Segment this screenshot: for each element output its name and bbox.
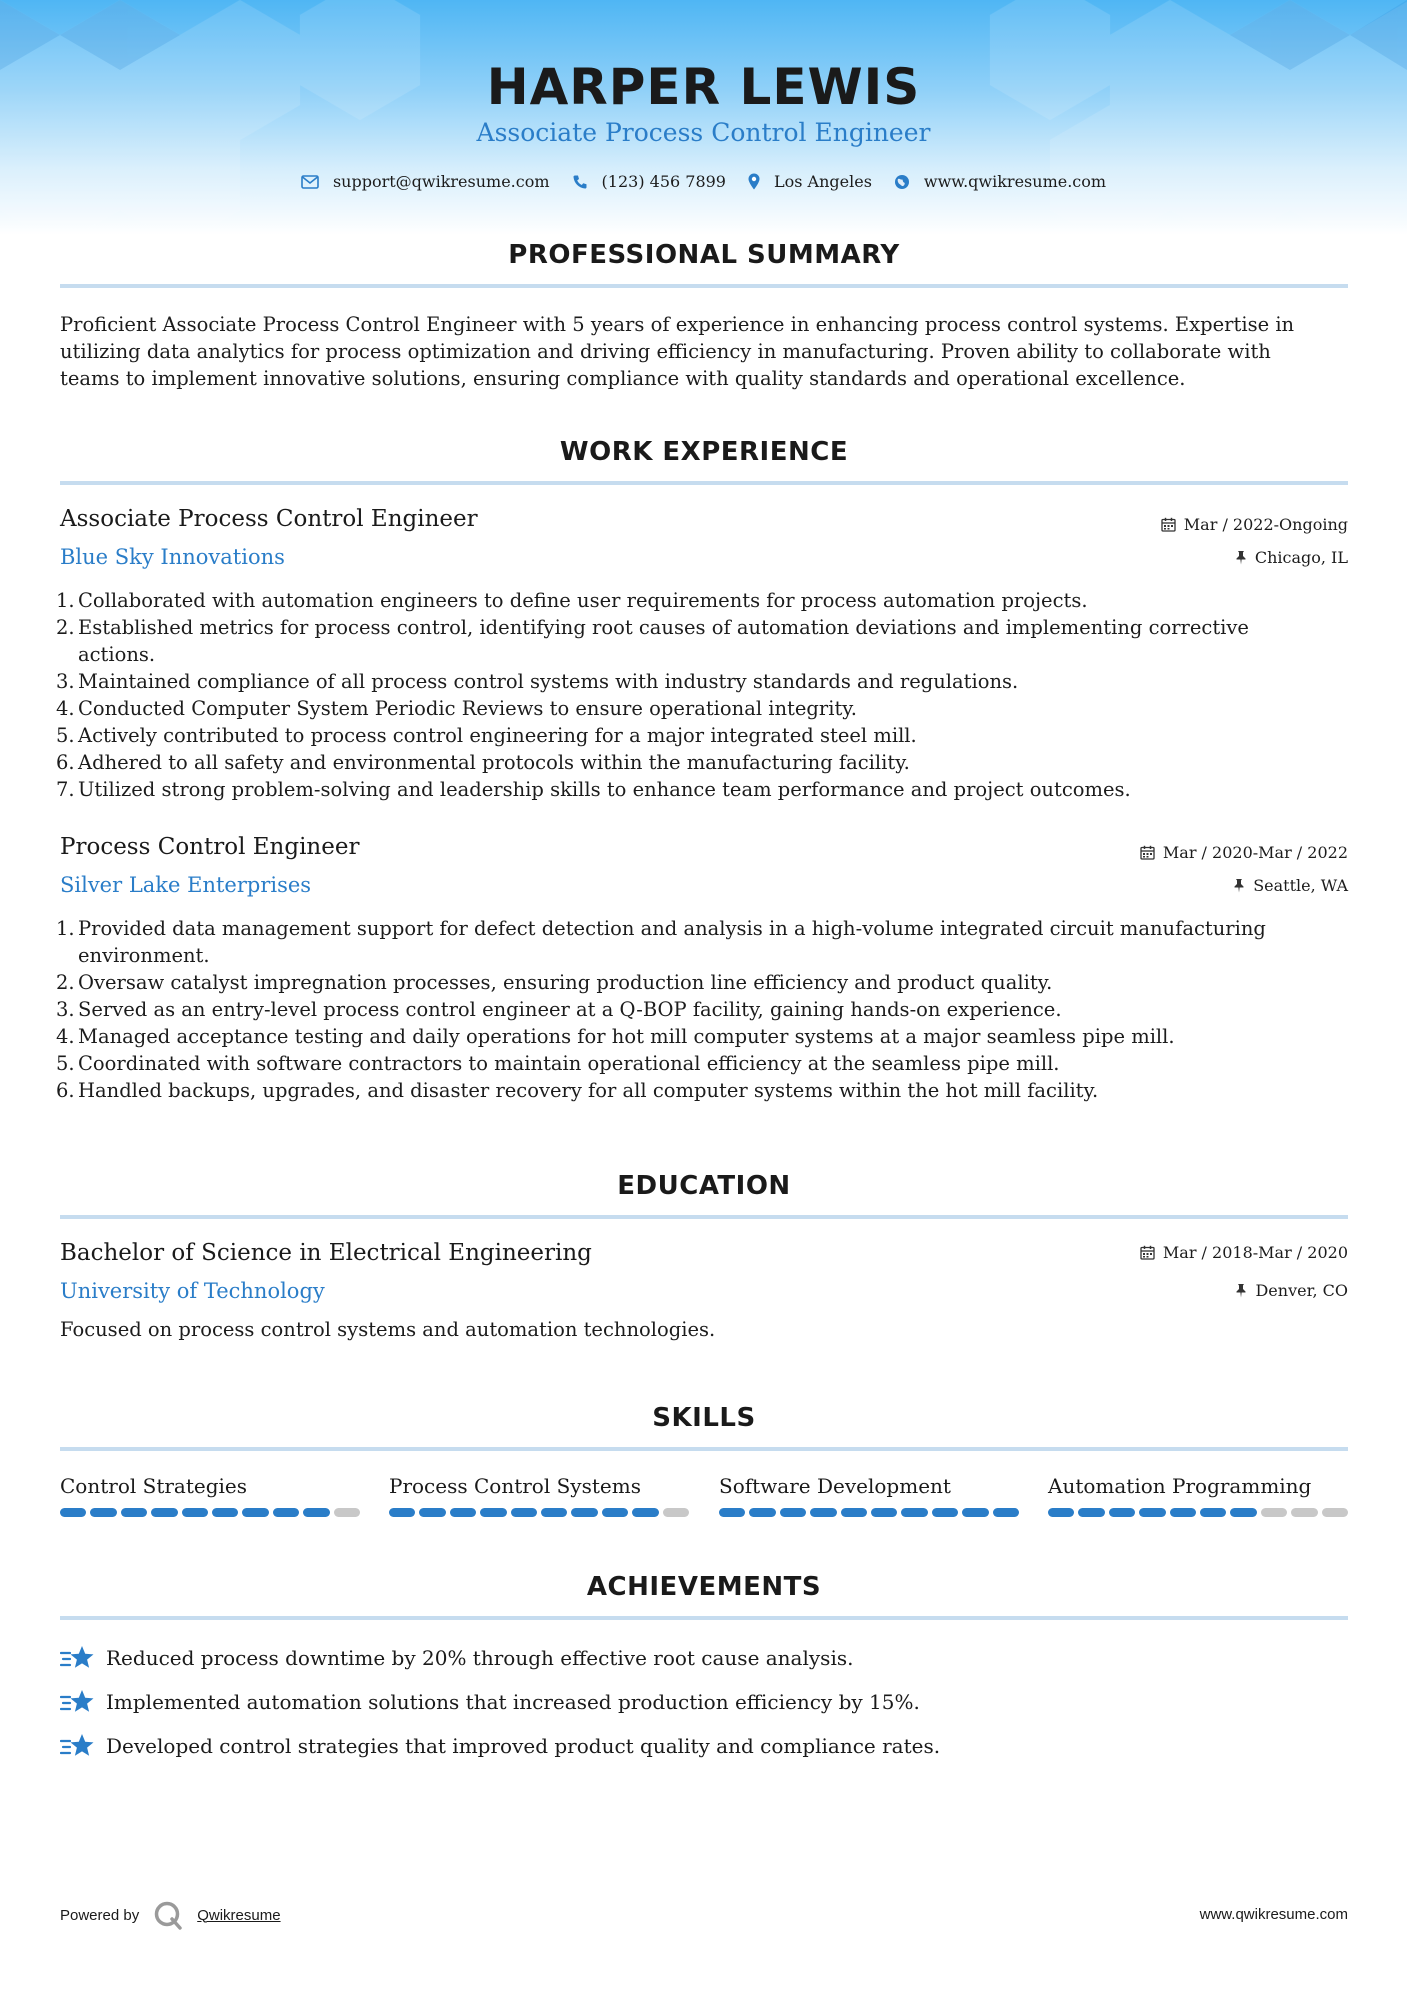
contact-bar bbox=[0, 172, 1407, 191]
list-number: 1. bbox=[56, 917, 75, 940]
skill-level-segment bbox=[632, 1508, 658, 1517]
education-dates-text: Mar / 2018-Mar / 2020 bbox=[1162, 1243, 1348, 1262]
skill-level-segment bbox=[1261, 1508, 1287, 1517]
calendar-icon bbox=[1140, 1245, 1155, 1260]
summary-heading: PROFESSIONAL SUMMARY bbox=[508, 240, 900, 270]
job-dates-text: Mar / 2020-Mar / 2022 bbox=[1162, 843, 1348, 862]
list-item bbox=[56, 722, 1335, 749]
calendar-icon bbox=[1161, 517, 1176, 532]
list-number: 7. bbox=[56, 778, 75, 801]
skills-heading: SKILLS bbox=[652, 1403, 756, 1433]
skill-level-segment bbox=[1200, 1508, 1226, 1517]
powered-by-label: Powered by bbox=[60, 1906, 140, 1924]
skill-level-segment bbox=[1291, 1508, 1317, 1517]
list-text: Served as an entry-level process control engineer at a Q-BOP facility, gaining hands-on experience. bbox=[78, 998, 1062, 1021]
skill-level-segment bbox=[389, 1508, 415, 1517]
skill-level-segment bbox=[841, 1508, 867, 1517]
contact-website-text: www.qwikresume.com bbox=[923, 172, 1107, 191]
map-marker-icon bbox=[748, 173, 760, 190]
contact-location bbox=[748, 172, 872, 191]
contact-email-text: support@qwikresume.com bbox=[332, 172, 550, 191]
skill-level-segment bbox=[334, 1508, 360, 1517]
skill-level-segment bbox=[663, 1508, 689, 1517]
list-item bbox=[56, 749, 1335, 776]
skill-level-segment bbox=[810, 1508, 836, 1517]
skill-level-segment bbox=[749, 1508, 775, 1517]
list-item bbox=[56, 614, 1335, 668]
job-location bbox=[1233, 876, 1348, 895]
list-text: Managed acceptance testing and daily operations for hot mill computer systems at a major seamless pipe mill. bbox=[78, 1025, 1175, 1048]
list-item bbox=[56, 668, 1335, 695]
list-text: Established metrics for process control, identifying root causes of automation deviations and implementing corrective bbox=[78, 616, 1249, 639]
skill-level-bar bbox=[1048, 1508, 1348, 1517]
skill-level-segment bbox=[780, 1508, 806, 1517]
skill-level-segment bbox=[511, 1508, 537, 1517]
list-number: 6. bbox=[56, 751, 75, 774]
star-icon bbox=[60, 1645, 96, 1671]
achievement-item bbox=[60, 1645, 853, 1671]
list-text: Conducted Computer System Periodic Reviews to ensure operational integrity. bbox=[78, 697, 857, 720]
skill-level-segment bbox=[719, 1508, 745, 1517]
skill-level-segment bbox=[962, 1508, 988, 1517]
skill-level-segment bbox=[932, 1508, 958, 1517]
contact-phone-text: (123) 456 7899 bbox=[601, 172, 726, 191]
skill-level-segment bbox=[121, 1508, 147, 1517]
education-location bbox=[1235, 1281, 1348, 1300]
list-item bbox=[56, 695, 1335, 722]
list-number: 3. bbox=[56, 998, 75, 1021]
summary-line: teams to implement innovative solutions, ensuring compliance with quality standards and operational excellence. bbox=[60, 367, 1186, 390]
skill-level-segment bbox=[90, 1508, 116, 1517]
star-icon bbox=[60, 1733, 96, 1759]
list-number: 1. bbox=[56, 589, 75, 612]
contact-phone[interactable] bbox=[572, 172, 726, 191]
job-bullets bbox=[56, 587, 1335, 803]
footer-website-link[interactable]: www.qwikresume.com bbox=[1199, 1906, 1348, 1923]
job-title: Associate Process Control Engineer bbox=[60, 506, 478, 532]
company-name: Blue Sky Innovations bbox=[60, 545, 285, 569]
school-name: University of Technology bbox=[60, 1279, 325, 1303]
skill-level-segment bbox=[571, 1508, 597, 1517]
skill-level-segment bbox=[1048, 1508, 1074, 1517]
skill-item bbox=[719, 1474, 1019, 1517]
company-name: Silver Lake Enterprises bbox=[60, 873, 312, 897]
achievements-divider bbox=[60, 1616, 1348, 1620]
list-number: 2. bbox=[56, 616, 75, 639]
list-text: Utilized strong problem-solving and leadership skills to enhance team performance and project outcomes. bbox=[78, 778, 1131, 801]
skill-level-segment bbox=[1230, 1508, 1256, 1517]
skill-item bbox=[1048, 1474, 1348, 1517]
job-dates bbox=[1140, 843, 1348, 862]
list-text: Adhered to all safety and environmental protocols within the manufacturing facility. bbox=[78, 751, 910, 774]
achievement-text: Implemented automation solutions that increased production efficiency by 15%. bbox=[106, 1690, 920, 1714]
skill-name: Software Development bbox=[719, 1474, 951, 1498]
job-location bbox=[1235, 548, 1348, 567]
list-item bbox=[56, 996, 1335, 1023]
experience-divider bbox=[60, 481, 1348, 485]
list-text: Actively contributed to process control engineering for a major integrated steel mill. bbox=[78, 724, 917, 747]
education-divider bbox=[60, 1215, 1348, 1219]
skill-level-segment bbox=[480, 1508, 506, 1517]
list-number: 2. bbox=[56, 971, 75, 994]
skill-level-bar bbox=[60, 1508, 360, 1517]
skill-level-segment bbox=[1139, 1508, 1165, 1517]
pin-icon bbox=[1235, 550, 1247, 565]
list-text: environment. bbox=[78, 944, 210, 967]
skill-level-segment bbox=[450, 1508, 476, 1517]
skill-level-segment bbox=[60, 1508, 86, 1517]
skill-level-segment bbox=[1322, 1508, 1348, 1517]
skill-level-segment bbox=[1078, 1508, 1104, 1517]
candidate-name: HARPER LEWIS bbox=[486, 58, 921, 116]
list-text: Maintained compliance of all process control systems with industry standards and regulations. bbox=[78, 670, 1019, 693]
candidate-role: Associate Process Control Engineer bbox=[476, 118, 931, 147]
job-bullets bbox=[56, 915, 1335, 1104]
skill-level-segment bbox=[419, 1508, 445, 1517]
skill-item bbox=[389, 1474, 689, 1517]
skill-level-segment bbox=[901, 1508, 927, 1517]
list-number: 3. bbox=[56, 670, 75, 693]
list-text: Provided data management support for defect detection and analysis in a high-volume integrated circuit manufacturing bbox=[78, 917, 1266, 940]
job-location-text: Seattle, WA bbox=[1253, 876, 1348, 895]
list-number: 4. bbox=[56, 697, 75, 720]
list-number: 6. bbox=[56, 1079, 75, 1102]
skill-level-segment bbox=[1109, 1508, 1135, 1517]
footer-brand-link[interactable]: Qwikresume bbox=[197, 1906, 281, 1924]
list-text: Coordinated with software contractors to maintain operational efficiency at the seamless pipe mill. bbox=[78, 1052, 1060, 1075]
skill-level-bar bbox=[389, 1508, 689, 1517]
skills-divider bbox=[60, 1447, 1348, 1451]
education-heading: EDUCATION bbox=[617, 1171, 791, 1201]
job-location-text: Chicago, IL bbox=[1254, 548, 1348, 567]
skill-level-segment bbox=[871, 1508, 897, 1517]
contact-location-text: Los Angeles bbox=[773, 172, 872, 191]
list-text: Handled backups, upgrades, and disaster recovery for all computer systems within the hot mill facility. bbox=[78, 1079, 1099, 1102]
list-number: 4. bbox=[56, 1025, 75, 1048]
education-dates bbox=[1140, 1243, 1348, 1262]
skill-name: Process Control Systems bbox=[389, 1474, 641, 1498]
skill-level-segment bbox=[1170, 1508, 1196, 1517]
skill-name: Control Strategies bbox=[60, 1474, 248, 1498]
skill-level-segment bbox=[541, 1508, 567, 1517]
list-item bbox=[56, 915, 1335, 969]
achievements-heading: ACHIEVEMENTS bbox=[586, 1572, 822, 1602]
list-item bbox=[56, 776, 1335, 803]
achievement-item bbox=[60, 1689, 920, 1715]
skill-level-segment bbox=[212, 1508, 238, 1517]
skill-level-bar bbox=[719, 1508, 1019, 1517]
achievement-item bbox=[60, 1733, 940, 1759]
degree-title: Bachelor of Science in Electrical Engineering bbox=[60, 1240, 592, 1266]
footer-powered-by bbox=[60, 1900, 281, 1930]
job-title: Process Control Engineer bbox=[60, 834, 360, 860]
skill-level-segment bbox=[242, 1508, 268, 1517]
list-item bbox=[56, 1023, 1335, 1050]
list-item bbox=[56, 587, 1335, 614]
job-dates bbox=[1161, 515, 1348, 534]
summary-line: utilizing data analytics for process optimization and driving efficiency in manufacturing. Proven ability to collaborate with bbox=[60, 340, 1271, 363]
qwikresume-logo-icon bbox=[153, 1900, 183, 1930]
globe-icon bbox=[894, 174, 910, 190]
summary-divider bbox=[60, 284, 1348, 288]
list-item bbox=[56, 969, 1335, 996]
skill-level-segment bbox=[182, 1508, 208, 1517]
list-item bbox=[56, 1050, 1335, 1077]
summary-line: Proficient Associate Process Control Engineer with 5 years of experience in enhancing process control systems. Expertise in bbox=[60, 313, 1295, 336]
skill-level-segment bbox=[303, 1508, 329, 1517]
skill-item bbox=[60, 1474, 360, 1517]
skill-level-segment bbox=[273, 1508, 299, 1517]
list-text: Oversaw catalyst impregnation processes, ensuring production line efficiency and product quality. bbox=[78, 971, 1053, 994]
skill-level-segment bbox=[151, 1508, 177, 1517]
list-item bbox=[56, 1077, 1335, 1104]
list-number: 5. bbox=[56, 724, 75, 747]
calendar-icon bbox=[1140, 845, 1155, 860]
envelope-icon bbox=[301, 175, 319, 189]
achievement-text: Developed control strategies that improved product quality and compliance rates. bbox=[106, 1734, 941, 1758]
contact-website[interactable] bbox=[894, 172, 1106, 191]
education-description: Focused on process control systems and automation technologies. bbox=[60, 1318, 716, 1341]
pin-icon bbox=[1233, 878, 1245, 893]
list-number: 5. bbox=[56, 1052, 75, 1075]
skill-name: Automation Programming bbox=[1048, 1474, 1312, 1498]
pin-icon bbox=[1235, 1283, 1247, 1298]
contact-email[interactable] bbox=[301, 172, 550, 191]
star-icon bbox=[60, 1689, 96, 1715]
experience-heading: WORK EXPERIENCE bbox=[559, 437, 849, 467]
phone-icon bbox=[572, 174, 588, 190]
job-dates-text: Mar / 2022-Ongoing bbox=[1183, 515, 1348, 534]
summary-text bbox=[60, 311, 1350, 392]
list-text: actions. bbox=[78, 643, 156, 666]
education-location-text: Denver, CO bbox=[1255, 1281, 1348, 1300]
skill-level-segment bbox=[993, 1508, 1019, 1517]
achievement-text: Reduced process downtime by 20% through effective root cause analysis. bbox=[106, 1646, 854, 1670]
list-text: Collaborated with automation engineers to define user requirements for process automation projects. bbox=[78, 589, 1088, 612]
skill-level-segment bbox=[602, 1508, 628, 1517]
